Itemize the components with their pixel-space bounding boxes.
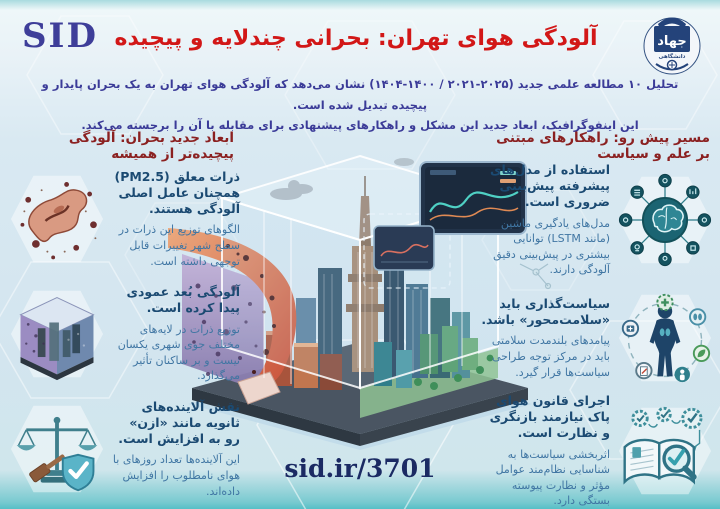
crisis-item-vertical: [8, 281, 240, 387]
item-title: ذرات معلق (PM2.5) همچنان عامل اصلی آلودگی هستند.: [114, 168, 240, 217]
solution-item-models: [480, 161, 714, 277]
item-body: مدل‌های یادگیری ماشین (مانند LSTM) توانایی بیشتری در پیش‌بینی دقیق آلودگی دارند.: [493, 216, 610, 277]
subtitle-line-2: این اینفوگرافیک، ابعاد جدید این مشکل و راهکارهای پیشنهادی برای مقابله با آن را برجسته می‌کند.: [81, 118, 639, 133]
section-header-crisis-dimensions: ابعاد جدید بحران: آلودگی پیچیده‌تر از همیشه: [68, 130, 234, 162]
study-years: (۱۴۰۴-۱۴۰۰ / ۲۰۲۱-۲۰۲۵): [369, 77, 514, 91]
item-title: استفاده از مدل‌های پیشرفته پیش‌بینی ضروری است.: [490, 161, 610, 210]
vertical-city-cube-icon: [8, 284, 106, 384]
air-quality-dashboard-small: [374, 226, 434, 270]
justice-scale-gavel-icon: [8, 399, 106, 499]
item-title: آلودگی بُعد عمودی پیدا کرده است.: [126, 284, 240, 316]
item-title: اجرای قانون هوای پاک نیازمند بازنگری و نظارت است.: [489, 392, 610, 441]
page-title: آلودگی هوای تهران: بحرانی چندلایه و پیچیده: [114, 26, 598, 51]
emblem-text-top: جهاد: [657, 34, 687, 49]
solution-item-health: [480, 286, 714, 390]
acecr-emblem-icon: [640, 8, 704, 80]
solution-item-models-text: [480, 162, 610, 278]
solution-item-health-text: [480, 296, 610, 380]
pm25-particles-icon: [8, 169, 106, 269]
crisis-item-ozone: [8, 394, 240, 504]
crisis-item-vertical-text: [112, 284, 240, 384]
subtitle-line-1: تحلیل ۱۰ مطالعه علمی جدید (۱۴۰۴-۱۴۰۰ / ۲۰۲۱-۲۰۲۵) نشان می‌دهد که آلودگی هوای تهران به یک بحران پایدار و پیچیده تبدیل شده است.: [41, 77, 679, 112]
item-body: الگوهای توزیع این ذرات در سطح شهر تغییرات قابل توجهی داشته است.: [118, 223, 240, 268]
item-title: سیاست‌گذاری باید «سلامت‌محور» باشد.: [481, 295, 610, 328]
item-body: توزیع ذرات در لایه‌های مختلف جوی شهری یکسان نیست و بر ساکنان تأثیر می‌گذارد.: [117, 322, 240, 383]
item-body: پیامدهای بلندمدت سلامتی باید در مرکز توجه طراحی سیاست‌ها قرار گیرد.: [491, 334, 610, 379]
crisis-item-ozone-text: [112, 399, 240, 500]
law-review-book-icon: [616, 401, 714, 501]
item-title: نقش آلاینده‌های ثانویه مانند «ازن» رو به افزایش است.: [118, 398, 240, 447]
health-centered-human-icon: [616, 288, 714, 388]
solution-item-law-text: [480, 393, 610, 509]
sid-logo: SID: [22, 16, 98, 56]
section-header-solutions: مسیر پیش رو: راهکارهای مبتنی بر علم و سیاست: [496, 130, 710, 162]
crisis-item-pm25: [8, 164, 240, 274]
item-body: اثربخشی سیاست‌ها به شناسایی نظام‌مند عوامل مؤثر و نظارت پیوسته بستگی دارد.: [495, 447, 610, 508]
solution-item-law: [480, 392, 714, 508]
crisis-item-pm25-text: [112, 169, 240, 270]
emblem-text-bottom: دانشگاهی: [658, 54, 686, 60]
footer-url: sid.ir/3701: [284, 454, 436, 483]
ai-brain-network-icon: [616, 170, 714, 270]
subtitle: [28, 74, 692, 136]
item-body: این آلاینده‌ها تعداد روزهای با هوای نامطلوب را افزایش داده‌اند.: [112, 453, 240, 498]
